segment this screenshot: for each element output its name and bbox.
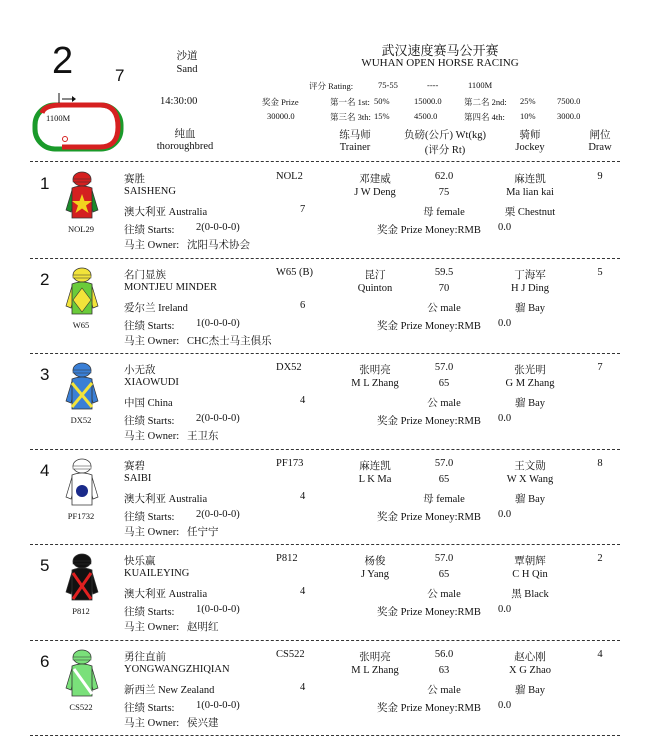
starts-value: 2(0-0-0-0) [196,222,240,233]
starts-label: 往绩 Starts: [124,604,174,619]
starts-label: 往绩 Starts: [124,222,174,237]
trainer-cn: 张明亮 [340,649,410,664]
starts-label: 往绩 Starts: [124,318,174,333]
starts-value: 1(0-0-0-0) [196,318,240,329]
prize-1st-pct: 50% [374,96,390,106]
starts-value: 1(0-0-0-0) [196,604,240,615]
jockey-cn: 丁海军 [492,267,568,282]
trainer-cn: 麻连凯 [340,458,410,473]
prize-3rd-pct: 15% [374,111,390,121]
rating: 65 [420,569,468,580]
starts-label: 往绩 Starts: [124,509,174,524]
prize-money-label: 奖金 Prize Money:RMB [377,318,481,333]
weight: 57.0 [420,362,468,373]
horse-age: 4 [300,586,305,597]
weight: 59.5 [420,267,468,278]
prize-2nd-amt: 7500.0 [557,96,580,106]
horse-age: 6 [300,300,305,311]
horse-sex: 母 female [408,491,480,506]
owner-label: 马主 Owner: [124,333,179,348]
prize-1st-amt: 15000.0 [414,96,442,106]
owner-value: 沈阳马术协会 [187,237,250,252]
horse-code: P812 [276,553,298,564]
horse-origin: 澳大利亚 Australia [124,204,207,219]
draw: 7 [585,362,615,373]
horse-color: 骝 Bay [486,682,574,697]
horse-number: 4 [40,461,49,481]
owner-label: 马主 Owner: [124,619,179,634]
col-wt-cn: 负磅(公斤) Wt(kg) [395,127,495,142]
owner-label: 马主 Owner: [124,237,179,252]
jockey-en: Ma lian kai [486,187,574,198]
surface-en: Sand [162,64,212,75]
horse-sex: 母 female [408,204,480,219]
jockey-silk-icon [62,457,102,514]
header-divider [30,161,620,162]
trainer-en: Quinton [336,283,414,294]
horse-color: 骝 Bay [486,300,574,315]
prize-1st-label: 第一名 1st: [330,96,370,108]
owner-value: CHC杰士马主俱乐 [187,333,272,348]
surface-cn: 沙道 [162,48,212,63]
horse-number: 5 [40,556,49,576]
horse-code: CS522 [276,649,305,660]
weight: 56.0 [420,649,468,660]
horse-sex: 公 male [408,300,480,315]
prize-4th-label: 第四名 4th: [464,111,505,123]
breed-en: thoroughbred [145,141,225,152]
prize-4th-pct: 10% [520,111,536,121]
owner-value: 王卫东 [187,428,219,443]
horse-name-cn: 名门显族 [124,267,166,282]
title-cn: 武汉速度赛马公开赛 [330,40,550,59]
horse-code: PF173 [276,458,303,469]
rating-label: 评分 Rating: [309,80,353,92]
horse-sex: 公 male [408,395,480,410]
horse-name-cn: 赛胜 [124,171,145,186]
horse-age: 7 [300,204,305,215]
horse-entry [0,646,648,741]
jockey-silk-icon [62,648,102,705]
starts-label: 往绩 Starts: [124,413,174,428]
draw: 9 [585,171,615,182]
title-en: WUHAN OPEN HORSE RACING [330,57,550,69]
draw: 4 [585,649,615,660]
jockey-silk-icon [62,552,102,609]
silk-code: P812 [55,606,107,616]
silk-code: DX52 [55,415,107,425]
prize-money-value: 0.0 [498,318,511,329]
jockey-cn: 赵心刚 [492,649,568,664]
prize-money-label: 奖金 Prize Money:RMB [377,604,481,619]
jockey-silk-icon [62,361,102,418]
prize-money-label: 奖金 Prize Money:RMB [377,700,481,715]
horse-number: 3 [40,365,49,385]
owner-label: 马主 Owner: [124,715,179,730]
starts-value: 1(0-0-0-0) [196,700,240,711]
horse-origin: 新西兰 New Zealand [124,682,214,697]
horse-age: 4 [300,682,305,693]
prize-money-label: 奖金 Prize Money:RMB [377,413,481,428]
horse-origin: 澳大利亚 Australia [124,491,207,506]
silk-code: NOL29 [55,224,107,234]
prize-money-value: 0.0 [498,222,511,233]
horse-entry [0,359,648,455]
horse-origin: 中国 China [124,395,173,410]
race-time: 14:30:00 [160,96,197,107]
horse-entry [0,455,648,551]
horse-name-en: XIAOWUDI [124,377,179,388]
col-trainer-en: Trainer [330,142,380,153]
draw: 8 [585,458,615,469]
silk-code: PF1732 [55,511,107,521]
owner-value: 侯兴建 [187,715,219,730]
entry-divider [30,258,620,259]
track-distance-label: 1100M [46,113,70,123]
horse-number: 1 [40,174,49,194]
horse-name-cn: 快乐赢 [124,553,156,568]
horse-name-en: KUAILEYING [124,568,189,579]
draw: 2 [585,553,615,564]
horse-name-en: YONGWANGZHIQIAN [124,664,230,675]
horse-name-cn: 小无敌 [124,362,156,377]
trainer-cn: 张明亮 [340,362,410,377]
prize-money-value: 0.0 [498,413,511,424]
jockey-en: W X Wang [486,474,574,485]
prize-money-label: 奖金 Prize Money:RMB [377,509,481,524]
col-jockey-en: Jockey [505,142,555,153]
prize-money-label: 奖金 Prize Money:RMB [377,222,481,237]
col-jockey-cn: 骑师 [505,127,555,142]
owner-label: 马主 Owner: [124,428,179,443]
jockey-silk-icon [62,170,102,227]
horse-code: NOL2 [276,171,303,182]
col-trainer-cn: 练马师 [330,127,380,142]
rating-value: 75-55 [378,80,398,90]
horse-sex: 公 male [408,586,480,601]
prize-3rd-label: 第三名 3th: [330,111,371,123]
trainer-cn: 杨俊 [340,553,410,568]
race-sub-number: 7 [115,66,124,86]
rating: 70 [420,283,468,294]
jockey-cn: 覃朝辉 [492,553,568,568]
horse-sex: 公 male [408,682,480,697]
track-diagram [32,91,124,153]
horse-entry [0,550,648,646]
entry-divider [30,735,620,736]
horse-code: DX52 [276,362,302,373]
col-draw-en: Draw [580,142,620,153]
jockey-en: H J Ding [486,283,574,294]
starts-value: 2(0-0-0-0) [196,413,240,424]
horse-code: W65 (B) [276,267,313,278]
prize-2nd-label: 第二名 2nd: [464,96,507,108]
jockey-cn: 张光明 [492,362,568,377]
horse-name-cn: 勇往直前 [124,649,166,664]
rating: 63 [420,665,468,676]
breed-cn: 纯血 [150,126,220,141]
prize-money-value: 0.0 [498,700,511,711]
silk-code: W65 [55,320,107,330]
jockey-cn: 麻连凯 [492,171,568,186]
col-draw-cn: 闸位 [580,127,620,142]
entry-divider [30,353,620,354]
rating: 65 [420,474,468,485]
horse-origin: 爱尔兰 Ireland [124,300,188,315]
rating: 75 [420,187,468,198]
starts-label: 往绩 Starts: [124,700,174,715]
horse-number: 6 [40,652,49,672]
entry-divider [30,544,620,545]
trainer-en: M L Zhang [336,665,414,676]
silk-code: CS522 [55,702,107,712]
horse-name-en: MONTJEU MINDER [124,282,217,293]
entry-divider [30,449,620,450]
trainer-cn: 邓建威 [340,171,410,186]
prize-label: 奖金 Prize [262,96,299,108]
horse-color: 骝 Bay [486,491,574,506]
prize-2nd-pct: 25% [520,96,536,106]
rating-dash: ---- [427,80,438,90]
trainer-en: J Yang [336,569,414,580]
horse-name-cn: 赛碧 [124,458,145,473]
horse-color: 黑 Black [486,586,574,601]
race-number: 2 [52,40,73,83]
rating: 65 [420,378,468,389]
prize-money-value: 0.0 [498,509,511,520]
horse-name-en: SAIBI [124,473,151,484]
owner-value: 任宁宁 [187,524,219,539]
jockey-cn: 王文勋 [492,458,568,473]
prize-total: 30000.0 [267,111,295,121]
horse-age: 4 [300,491,305,502]
trainer-en: J W Deng [336,187,414,198]
prize-money-value: 0.0 [498,604,511,615]
weight: 57.0 [420,458,468,469]
col-wt-en: (评分 Rt) [395,142,495,157]
race-distance: 1100M [468,80,492,90]
trainer-en: L K Ma [336,474,414,485]
owner-value: 赵明红 [187,619,219,634]
horse-name-en: SAISHENG [124,186,176,197]
prize-3rd-amt: 4500.0 [414,111,437,121]
horse-entry [0,168,648,264]
horse-origin: 澳大利亚 Australia [124,586,207,601]
trainer-cn: 昆汀 [340,267,410,282]
horse-number: 2 [40,270,49,290]
horse-color: 骝 Bay [486,395,574,410]
jockey-silk-icon [62,266,102,323]
jockey-en: G M Zhang [486,378,574,389]
weight: 62.0 [420,171,468,182]
starts-value: 2(0-0-0-0) [196,509,240,520]
owner-label: 马主 Owner: [124,524,179,539]
weight: 57.0 [420,553,468,564]
trainer-en: M L Zhang [336,378,414,389]
horse-color: 栗 Chestnut [486,204,574,219]
jockey-en: X G Zhao [486,665,574,676]
draw: 5 [585,267,615,278]
horse-age: 4 [300,395,305,406]
jockey-en: C H Qin [486,569,574,580]
prize-4th-amt: 3000.0 [557,111,580,121]
horse-entry [0,264,648,360]
entry-divider [30,640,620,641]
